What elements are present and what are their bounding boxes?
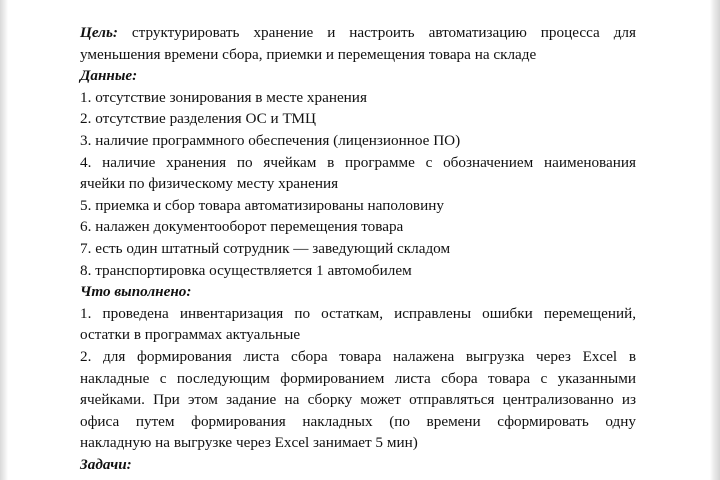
done-item-2-line-3: ячейками. При этом задание на сборку может отправляться централизованно из: [80, 391, 636, 409]
goal-text-1: структурировать хранение и настроить автоматизацию процесса для: [117, 24, 636, 41]
data-item-1: 1. отсутствие зонирования в месте хранения: [80, 88, 367, 106]
done-item-1-line-2: остатки в программах актуальные: [80, 326, 301, 344]
done-item-1-line-1: 1. проведена инвентаризация по остаткам, исправлены ошибки перемещений,: [80, 304, 636, 322]
page-edge-left: [0, 0, 8, 480]
done-item-2-line-4: офиса путем формирования накладных (по времени сформировать одну: [80, 412, 636, 430]
data-heading: Данные:: [80, 67, 138, 85]
data-item-3: 3. наличие программного обеспечения (лицензионное ПО): [80, 131, 461, 149]
goal-line-2: уменьшения времени сбора, приемки и перемещения товара на складе: [80, 45, 537, 63]
data-item-4-line-2: ячейки по физическому месту хранения: [80, 175, 339, 193]
goal-line-1: [80, 22, 636, 44]
data-item-8: 8. транспортировка осуществляется 1 автомобилем: [80, 261, 412, 279]
page-edge-right: [710, 0, 720, 480]
data-item-2: 2. отсутствие разделения ОС и ТМЦ: [80, 110, 317, 128]
done-heading: Что выполнено:: [80, 283, 192, 301]
document-page: [80, 22, 636, 475]
tasks-heading: Задачи:: [80, 455, 132, 473]
done-item-2-line-1: 2. для формирования листа сбора товара налажена выгрузка через Excel в: [80, 347, 636, 365]
done-item-2-line-2: накладные с последующим формированием листа сбора товара с указанными: [80, 369, 636, 387]
goal-label: Цель:: [80, 24, 118, 41]
data-item-6: 6. налажен документооборот перемещения товара: [80, 218, 404, 236]
data-item-5: 5. приемка и сбор товара автоматизированы наполовину: [80, 196, 444, 214]
data-item-4-line-1: 4. наличие хранения по ячейкам в программе с обозначением наименования: [80, 153, 636, 171]
done-item-2-line-5: накладную на выгрузке через Excel занимает 5 мин): [80, 434, 418, 452]
data-item-7: 7. есть один штатный сотрудник — заведующий складом: [80, 239, 451, 257]
